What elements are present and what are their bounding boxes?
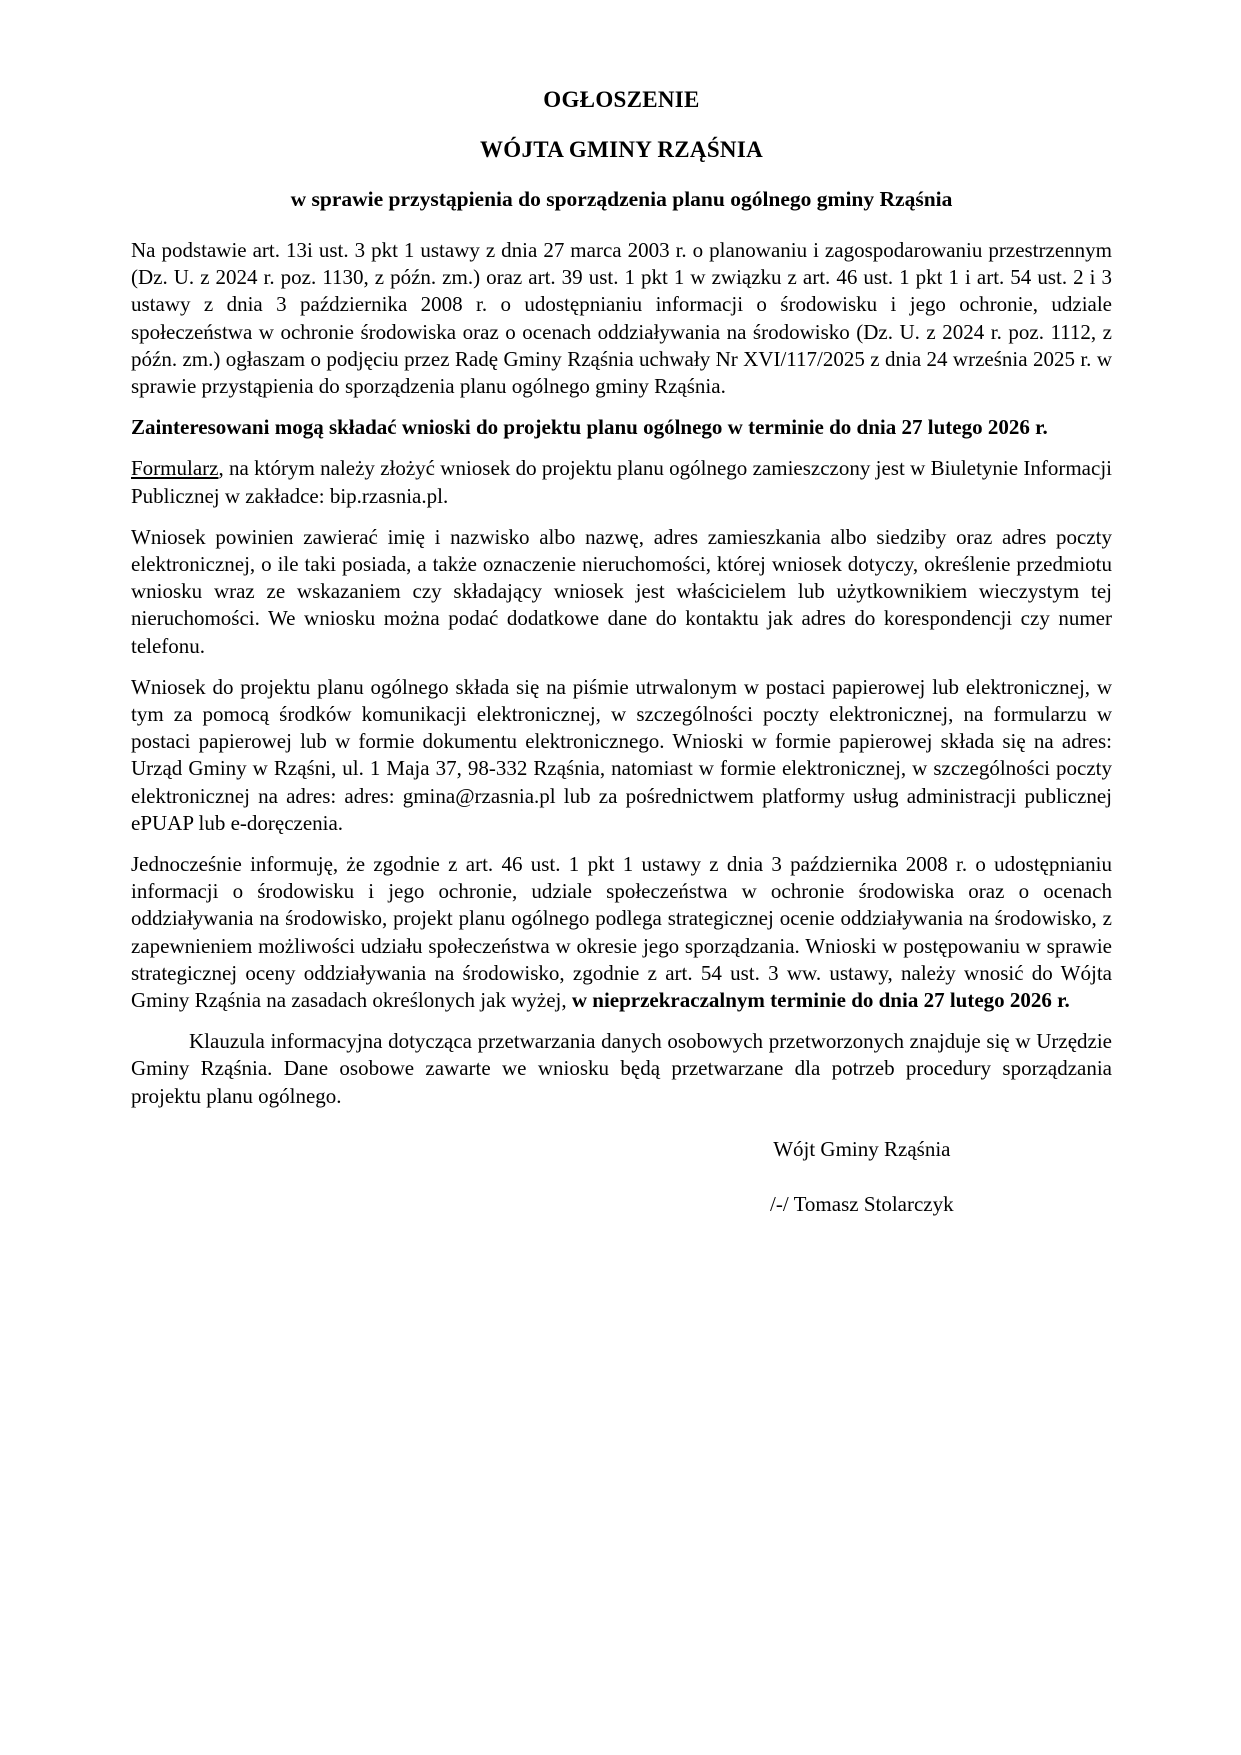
paragraph-segment: Formularz [131,456,219,481]
paragraph-segment: Jednocześnie informuję, że zgodnie z art. 46 ust. 1 pkt 1 ustawy z dnia 3 października 2008 r. o udostępnianiu informacji o środowisku i jego ochronie, udziale społeczeństwa w ochronie środowiska oraz o ocenach oddziaływania na środowisko, projekt planu ogólnego podlega strategicznej ocenie oddziaływania na środowisko, z zapewnieniem możliwości udziału społeczeństwa w okresie jego sporządzania. Wnioski w postępowaniu w sprawie strategicznej oceny oddziaływania na środowisko, zgodnie z art. 54 ust. 3 ww. ustawy, należy wnosić do Wójta Gminy Rząśnia na zasadach określonych jak wyżej, [131,852,1112,1013]
paragraph-segment: , na którym należy złożyć wniosek do projektu planu ogólnego zamieszczony jest w Biuletynie Informacji Publicznej w zakładce: bip.rzasnia.pl. [131,456,1112,508]
paragraph-segment: Wniosek do projektu planu ogólnego składa się na piśmie utrwalonym w postaci papierowej lub elektronicznej, w tym za pomocą środków komunikacji elektronicznej, w szczególności poczty elektronicznej, na formularzu w postaci papierowej lub w formie dokumentu elektronicznego. Wnioski w formie papierowej składa się na adres: Urząd Gminy w Rząśni, ul. 1 Maja 37, 98-332 Rząśnia, natomiast w formie elektronicznej, w szczególności poczty elektronicznej na adres: adres: gmina@rzasnia.pl lub za pośrednictwem platformy usług administracji publicznej ePUAP lub e-doręczenia. [131,674,1112,835]
signature-name: /-/ Tomasz Stolarczyk [770,1191,954,1216]
signature-block [680,1136,1043,1218]
paragraph [131,414,1112,441]
paragraph [131,1028,1112,1110]
document-title-line1: OGŁOSZENIE [543,87,700,112]
paragraph [131,851,1112,1014]
document-body [131,237,1112,1110]
paragraph-segment: Zainteresowani mogą składać wnioski do projektu planu ogólnego w terminie do dnia 27 lutego 2026 r. [131,415,1048,440]
document-title-line2: WÓJTA GMINY RZĄŚNIA [479,137,763,162]
paragraph [131,674,1112,837]
document-subtitle: w sprawie przystąpienia do sporządzenia planu ogólnego gminy Rząśnia [290,187,953,211]
paragraph-segment: Klauzula informacyjna dotycząca przetwarzania danych osobowych przetworzonych znajduje się w Urzędzie Gminy Rząśnia. Dane osobowe zawarte we wniosku będą przetwarzane dla potrzeb procedury sporządzania projektu planu ogólnego. [131,1029,1112,1108]
paragraph-segment: Wniosek powinien zawierać imię i nazwisko albo nazwę, adres zamieszkania albo siedziby oraz adres poczty elektronicznej, o ile taki posiada, a także oznaczenie nieruchomości, której wniosek dotyczy, określenie przedmiotu wniosku wraz ze wskazaniem czy składający wniosek jest właścicielem lub użytkownikiem wieczystym tej nieruchomości. We wniosku można podać dodatkowe dane do kontaktu jak adres do korespondencji czy numer telefonu. [131,524,1112,658]
paragraph [131,455,1112,509]
paragraph [131,237,1112,400]
signature-role: Wójt Gminy Rząśnia [773,1136,951,1161]
paragraph [131,524,1112,660]
paragraph-segment: Na podstawie art. 13i ust. 3 pkt 1 ustawy z dnia 27 marca 2003 r. o planowaniu i zagospodarowaniu przestrzennym (Dz. U. z 2024 r. poz. 1130, z późn. zm.) oraz art. 39 ust. 1 pkt 1 w związku z art. 46 ust. 1 pkt 1 i art. 54 ust. 2 i 3 ustawy z dnia 3 października 2008 r. o udostępnianiu informacji o środowisku i jego ochronie, udziale społeczeństwa w ochronie środowiska oraz o ocenach oddziaływania na środowisko (Dz. U. z 2024 r. poz. 1112, z późn. zm.) ogłaszam o podjęciu przez Radę Gminy Rząśnia uchwały Nr XVI/117/2025 z dnia 24 września 2025 r. w sprawie przystąpienia do sporządzenia planu ogólnego gminy Rząśnia. [131,238,1112,399]
paragraph-segment: w nieprzekraczalnym terminie do dnia 27 lutego 2026 r. [571,988,1070,1013]
